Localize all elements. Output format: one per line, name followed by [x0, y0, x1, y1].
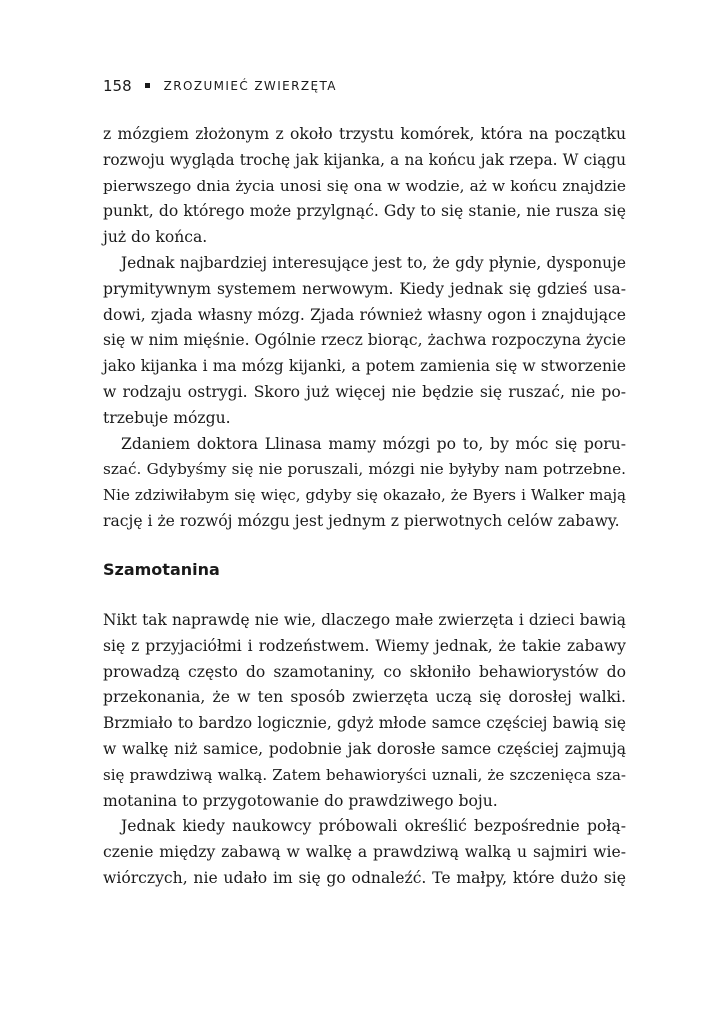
text-line: w rodzaju ostrygi. Skoro już więcej nie będzie się ruszać, nie po- — [103, 382, 626, 401]
text-line: rację i że rozwój mózgu jest jednym z pierwotnych celów zabawy. — [103, 511, 620, 530]
body-text-before-heading — [103, 122, 626, 535]
text-line: się z przyjaciółmi i rodzeństwem. Wiemy jednak, że takie zabawy — [103, 636, 626, 655]
text-line: Zdaniem doktora Llinasa mamy mózgi po to, by móc się poru- — [121, 434, 626, 453]
text-line: dowi, zjada własny mózg. Zjada również własny ogon i znajdujące — [103, 305, 626, 324]
text-line: się prawdziwą walką. Zatem behawioryści uznali, że szczenięca sza- — [103, 765, 626, 784]
text-line: Jednak kiedy naukowcy próbowali określić bezpośrednie połą- — [121, 817, 626, 836]
text-line: wiórczych, nie udało im się go odnaleźć. Te małpy, które dużo się — [103, 868, 626, 887]
text-line: Jednak najbardziej interesujące jest to, że gdy płynie, dysponuje — [121, 253, 626, 272]
square-bullet-icon — [145, 83, 150, 88]
text-line: Brzmiało to bardzo logicznie, gdyż młode samce częściej bawią się — [103, 714, 626, 733]
text-line: Nikt tak naprawdę nie wie, dlaczego małe zwierzęta i dzieci bawią — [103, 611, 626, 629]
text-line: rozwoju wygląda trochę jak kijanka, a na końcu jak rzepa. W ciągu — [103, 150, 626, 169]
text-line: szać. Gdybyśmy się nie poruszali, mózgi nie byłyby nam potrzebne. — [103, 460, 626, 479]
running-head — [103, 75, 337, 97]
section-heading: Szamotanina — [103, 560, 220, 579]
text-line: prymitywnym systemem nerwowym. Kiedy jednak się gdzieś usa- — [103, 279, 626, 298]
text-line: z mózgiem złożonym z około trzystu komórek, która na początku — [103, 125, 626, 143]
text-line: trzebuje mózgu. — [103, 408, 231, 427]
text-line: pierwszego dnia życia unosi się ona w wodzie, aż w końcu znajdzie — [103, 176, 626, 195]
body-text-after-heading — [103, 608, 626, 892]
text-line: Nie zdziwiłabym się więc, gdyby się okazało, że Byers i Walker mają — [103, 486, 626, 505]
text-line: w walkę niż samice, podobnie jak dorosłe samce częściej zajmują — [103, 739, 626, 758]
text-line: już do końca. — [103, 228, 208, 247]
text-line: motanina to przygotowanie do prawdziwego boju. — [103, 791, 498, 810]
text-line: się w nim mięśnie. Ogólnie rzecz biorąc, żachwa rozpoczyna życie — [103, 331, 626, 350]
text-line: czenie między zabawą w walkę a prawdziwą walką u sajmiri wie- — [103, 843, 626, 862]
text-line: punkt, do którego może przylgnąć. Gdy to się stanie, nie rusza się — [103, 202, 626, 221]
text-line: przekonania, że w ten sposób zwierzęta uczą się dorosłej walki. — [103, 688, 626, 707]
page-number: 158 — [103, 77, 132, 95]
text-line: prowadzą często do szamotaniny, co skłoniło behawiorystów do — [103, 662, 626, 681]
running-title: ZROZUMIEĆ ZWIERZĘTA — [163, 79, 337, 93]
text-line: jako kijanka i ma mózg kijanki, a potem zamienia się w stworzenie — [103, 357, 626, 376]
